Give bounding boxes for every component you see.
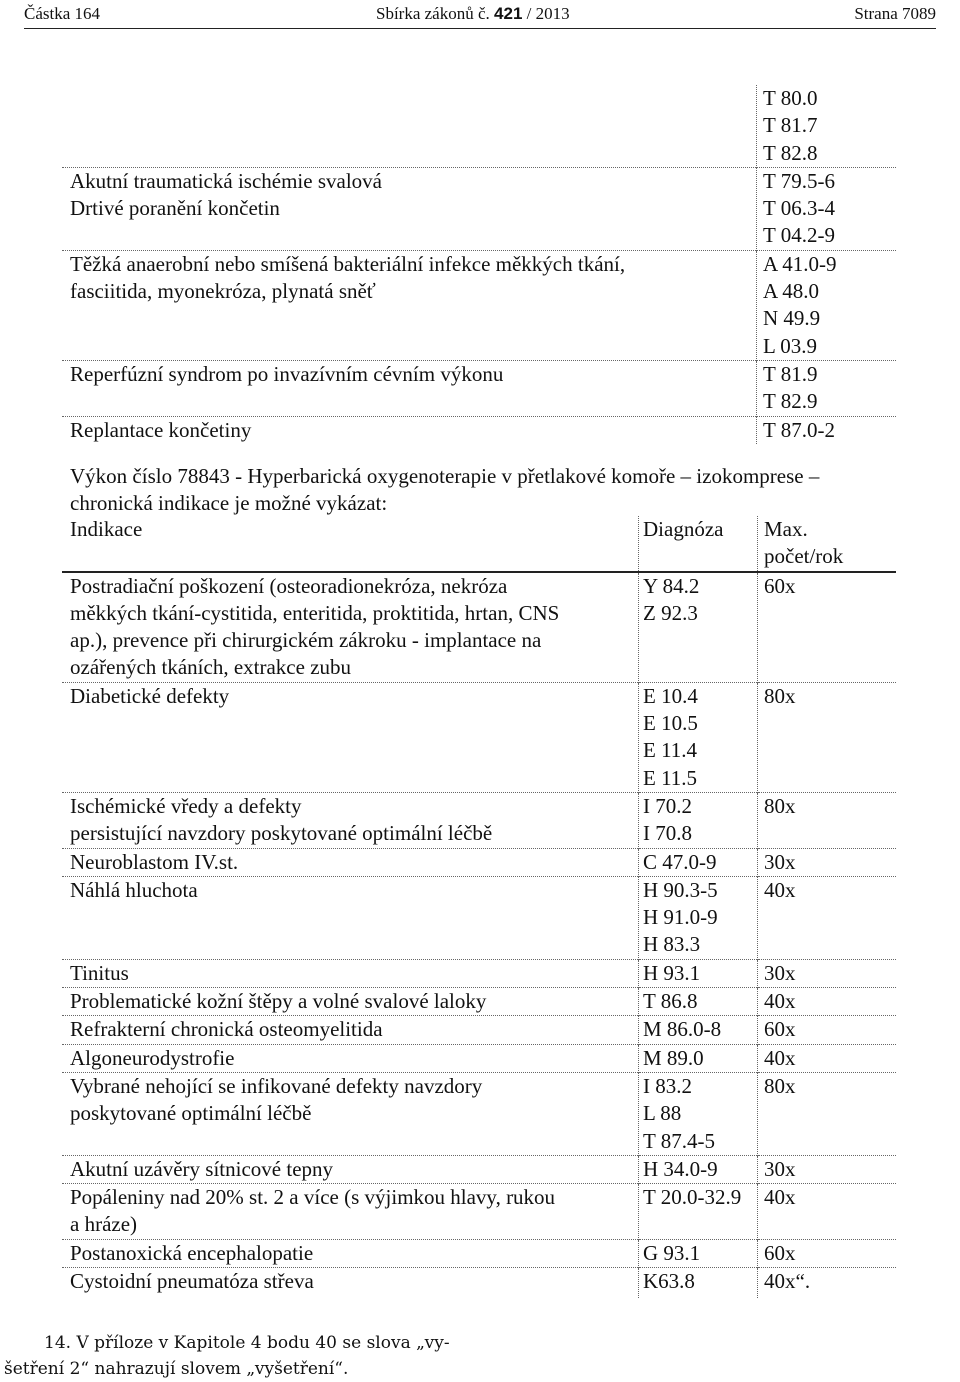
indication-cell: Ischémické vředy a defekty persistující navzdory poskytované optimální léčbě [70,793,493,846]
diagnosis-code-cell: H 93.1 [639,959,758,987]
table-row [62,682,896,792]
header-collection-prefix: Sbírka zákonů č. [376,4,490,23]
diagnosis-code-cell: E 10.4 E 10.5 E 11.4 E 11.5 [639,682,758,792]
table-row [62,250,896,360]
header-indication: Indikace [70,517,143,541]
header-max-per-year: Max. počet/rok [758,516,897,572]
diagnosis-code-cell: Y 84.2 Z 92.3 [639,572,758,683]
header-diagnosis: Diagnóza [639,516,758,572]
max-per-year-cell: 80x [758,1072,897,1155]
indication-cell: Postradiační poškození (osteoradionekróza, nekróza měkkých tkání-cystitida, enteritida, proktitida, hrtan, CNS ap.), prevence při chirurgickém zákroku - implantace na ozářených tkáních, extrakce zubu [70,573,560,680]
indication-cell: Neuroblastom IV.st. [70,849,239,874]
diagnosis-code-cell: C 47.0-9 [639,848,758,876]
max-per-year-cell: 40x [758,988,897,1016]
indication-cell: Popáleniny nad 20% st. 2 a více (s výjimkou hlavy, rukou a hráze) [70,1185,556,1237]
header-part: Částka 164 [24,4,101,23]
code-cell: T 81.9 T 82.9 [757,360,897,416]
table-row [62,360,896,416]
max-per-year-cell: 30x [758,848,897,876]
max-per-year-cell: 60x [758,1239,897,1267]
footnote-line-1: 14. V příloze v Kapitole 4 bodu 40 se slova „vy- [44,1333,450,1353]
indication-cell: Vybrané nehojící se infikované defekty navzdory poskytované optimální léčbě [70,1073,483,1126]
indication-cell: Tinitus [70,960,129,985]
table-row [62,1239,896,1267]
max-per-year-cell: 60x [758,572,897,683]
indication-cell: Diabetické defekty [70,683,230,708]
diagnosis-cell: Akutní traumatická ischémie svalová Drtivé poranění končetin [70,168,382,221]
table-row [62,1155,896,1183]
diagnosis-code-cell: M 89.0 [639,1044,758,1072]
header-page-number: Strana 7089 [854,4,936,23]
max-per-year-cell: 30x [758,1155,897,1183]
table-row [62,988,896,1016]
indication-cell: Algoneurodystrofie [70,1045,235,1070]
procedure-intro: Výkon číslo 78843 - Hyperbarická oxygenoterapie v přetlakové komoře – izokomprese – chronická indikace je možné vykázat: [70,464,820,516]
max-per-year-cell: 40x [758,876,897,959]
indication-cell: Postanoxická encephalopatie [70,1240,314,1265]
diagnosis-cell: Těžká anaerobní nebo smíšená bakteriální infekce měkkých tkání, fasciitida, myonekróza, plynatá sněť [70,251,626,304]
diagnosis-code-cell: T 86.8 [639,988,758,1016]
table-row [62,959,896,987]
max-per-year-cell: 40x“. [758,1268,897,1299]
table-row [62,416,896,444]
max-per-year-cell: 80x [758,792,897,848]
code-cell: T 80.0 T 81.7 T 82.8 [757,85,897,167]
table-row [62,876,896,959]
diagnosis-code-cell: T 20.0-32.9 [639,1184,758,1240]
indication-cell: Akutní uzávěry sítnicové tepny [70,1156,334,1181]
chronic-indications-table [62,516,896,1298]
footnote [4,1330,484,1382]
header-year: / 2013 [526,4,570,23]
table-row [62,1044,896,1072]
max-per-year-cell: 40x [758,1044,897,1072]
diagnosis-cell: Replantace končetiny [70,417,252,442]
table-row [62,85,896,167]
diagnosis-code-cell: I 70.2 I 70.8 [639,792,758,848]
diagnosis-code-cell: M 86.0-8 [639,1016,758,1044]
diagnosis-code-cell: G 93.1 [639,1239,758,1267]
table-row [62,1184,896,1240]
code-cell: A 41.0-9 A 48.0 N 49.9 L 03.9 [757,250,897,360]
indication-cell: Problematické kožní štěpy a volné svalové laloky [70,989,487,1014]
diagnosis-code-cell: H 90.3-5 H 91.0-9 H 83.3 [639,876,758,959]
table-row [62,1016,896,1044]
table-header-row [62,516,896,572]
max-per-year-cell: 40x [758,1184,897,1240]
diagnosis-code-cell: K63.8 [639,1268,758,1299]
header-collection [376,2,570,26]
table-row [62,848,896,876]
page-header [24,2,936,29]
indication-cell: Refrakterní chronická osteomyelitida [70,1017,383,1042]
header-law-number: 421 [494,4,523,23]
footnote-line-2: šetření 2“ nahrazují slovem „vyšetření“. [4,1359,349,1379]
diagnosis-code-cell: H 34.0-9 [639,1155,758,1183]
max-per-year-cell: 60x [758,1016,897,1044]
diagnosis-code-cell: I 83.2 L 88 T 87.4-5 [639,1072,758,1155]
table-row [62,1268,896,1299]
table-row [62,1072,896,1155]
max-per-year-cell: 30x [758,959,897,987]
code-cell: T 79.5-6 T 06.3-4 T 04.2-9 [757,167,897,250]
diagnosis-cell: Reperfúzní syndrom po invazívním cévním výkonu [70,361,504,386]
table-row [62,792,896,848]
indication-cell: Cystoidní pneumatóza střeva [70,1269,314,1294]
code-cell: T 87.0-2 [757,416,897,444]
table-row [62,167,896,250]
max-per-year-cell: 80x [758,682,897,792]
acute-indications-table [62,85,896,444]
indication-cell: Náhlá hluchota [70,877,198,902]
diagnosis-cell [62,85,757,167]
table-row [62,572,896,683]
